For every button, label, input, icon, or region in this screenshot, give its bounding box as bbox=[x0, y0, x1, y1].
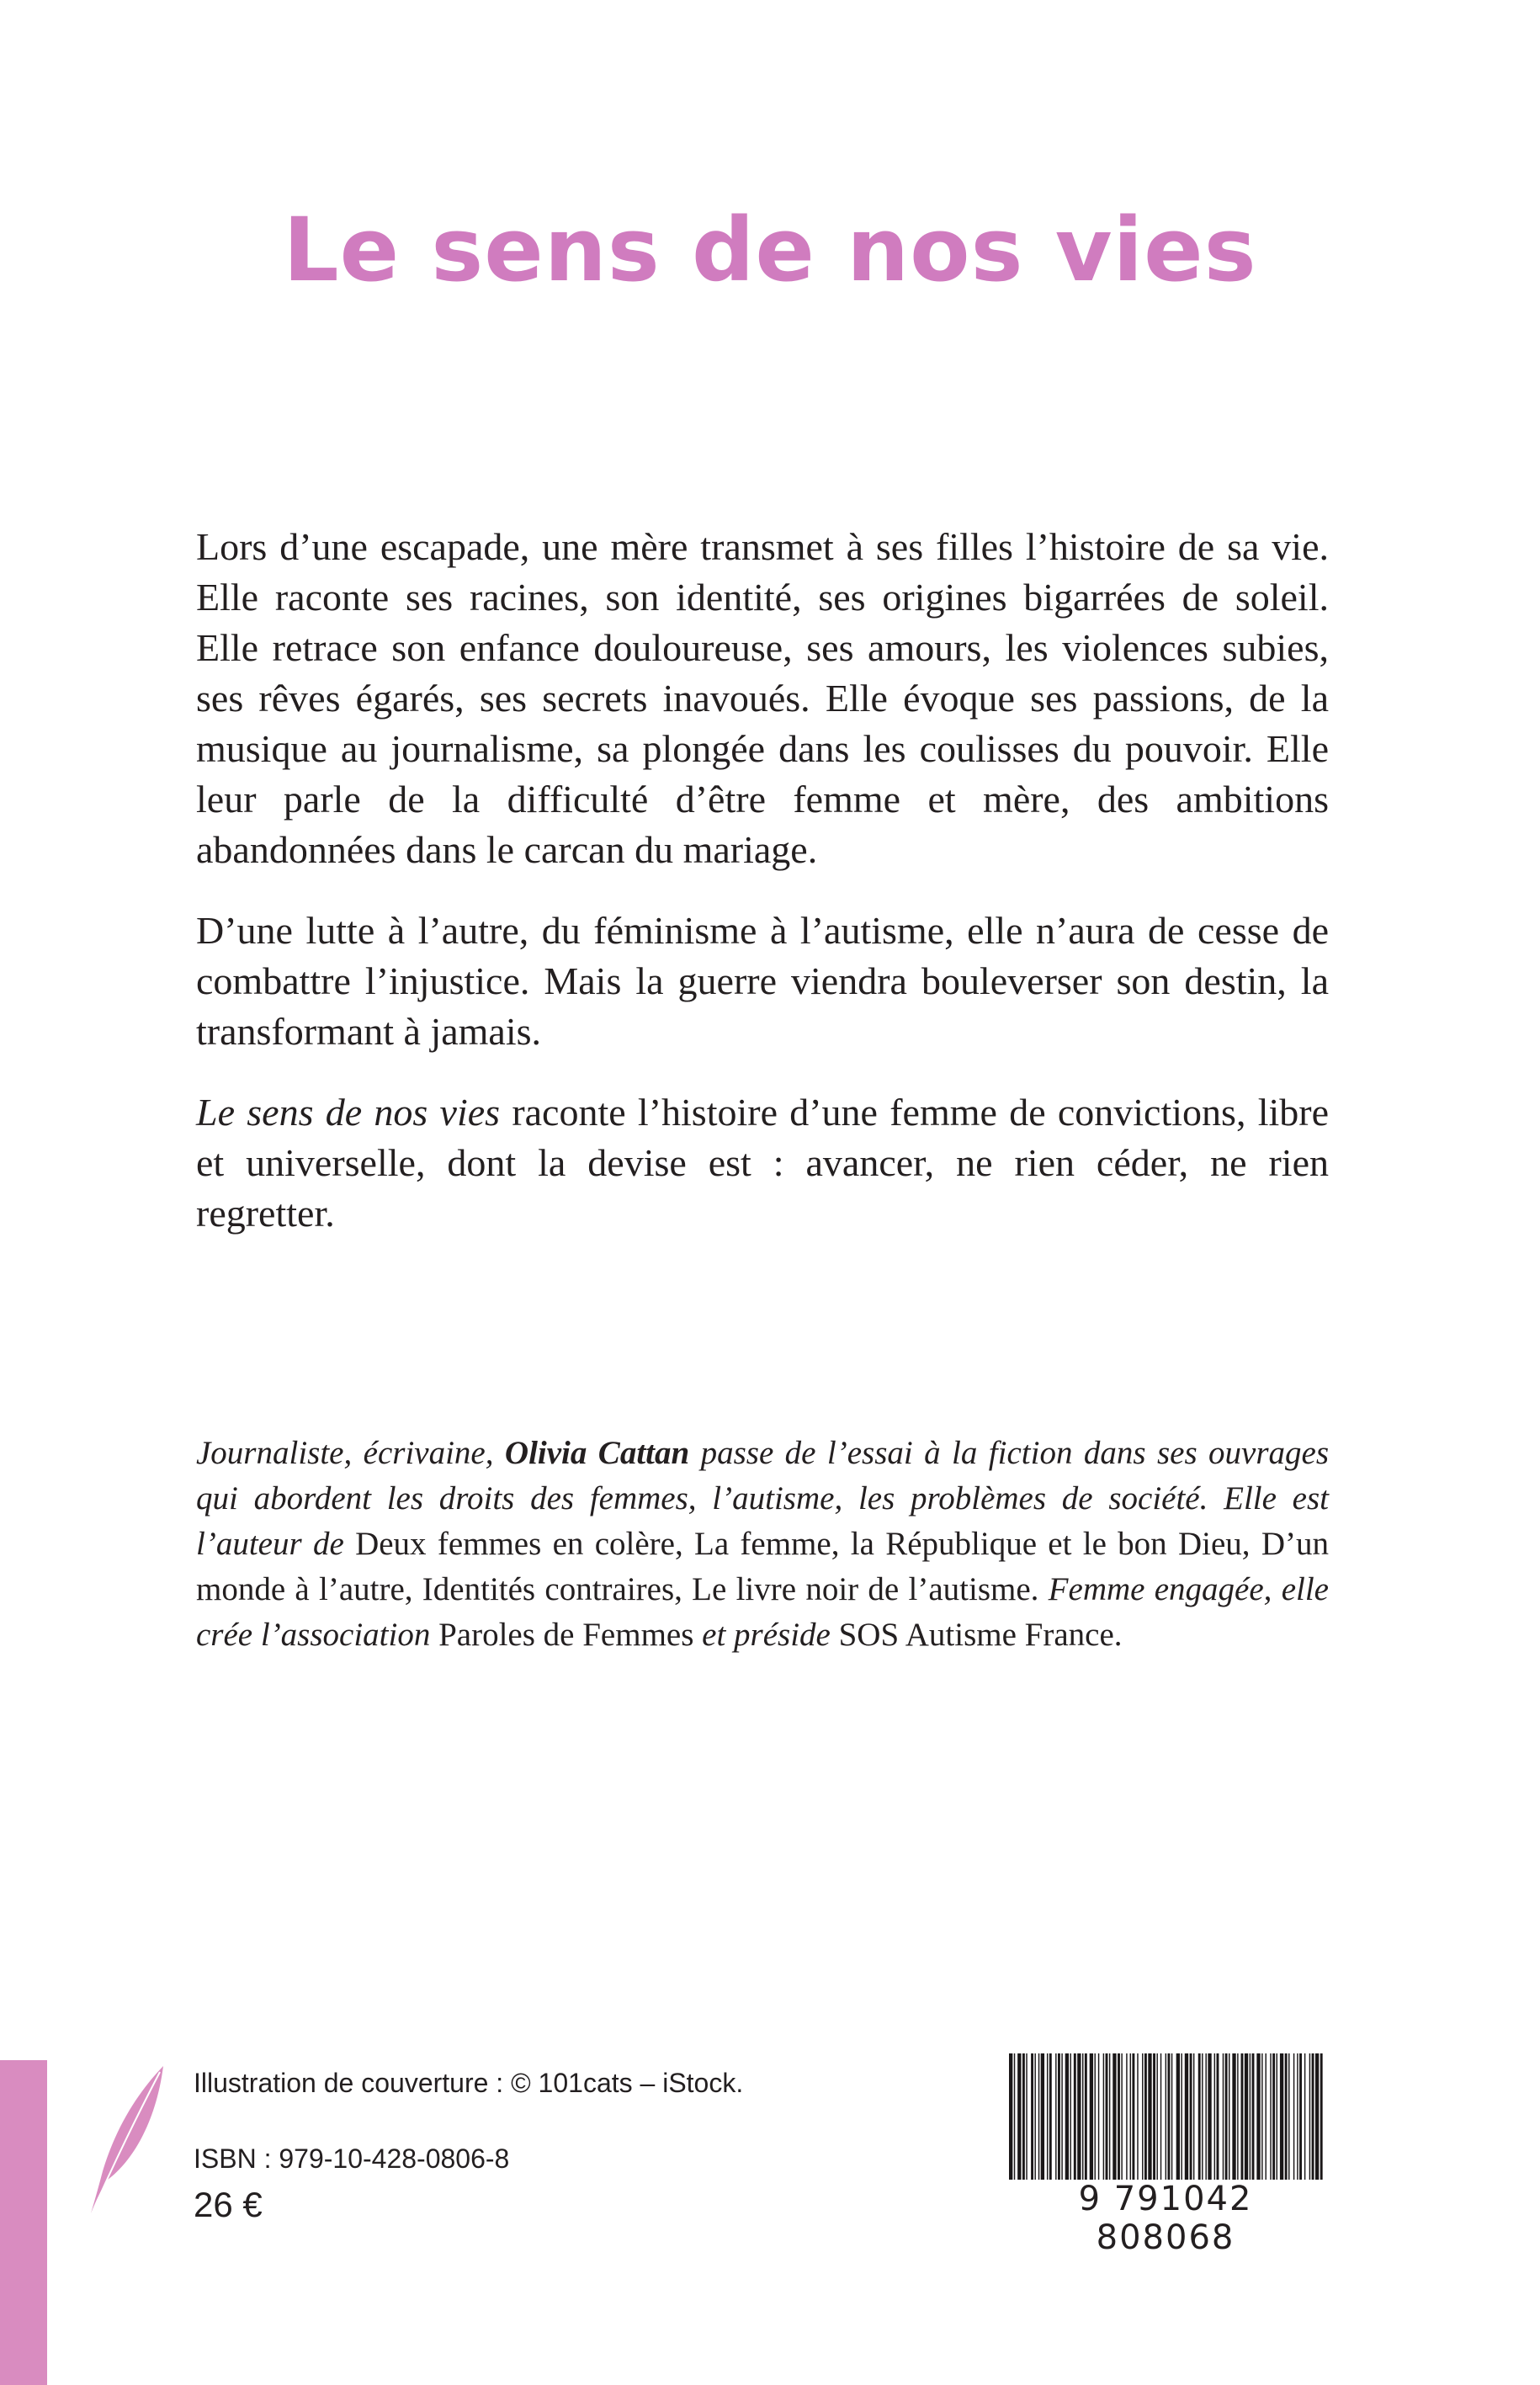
bio-presides: et préside bbox=[693, 1617, 839, 1653]
blurb-paragraph-1: Lors d’une escapade, une mère transmet à ses filles l’histoire de sa vie. Elle raconte ses racines, son identité, ses origines bigarrées de soleil. Elle retrace son enfance douloureuse, ses amours, les violences subies, ses rêves égarés, ses secrets inavoués. Elle évoque ses passions, de la musique au journalisme, sa plongée dans les coulisses du pouvoir. Elle leur parle de la difficulté d’être femme et mère, des ambitions abandonnées dans le carcan du mariage. bbox=[196, 525, 1329, 871]
isbn: ISBN : 979-10-428-0806-8 bbox=[194, 2143, 510, 2174]
blurb-book-title: Le sens de nos vies bbox=[196, 1091, 501, 1134]
bio-organization: SOS Autisme France. bbox=[838, 1617, 1123, 1653]
feather-icon bbox=[84, 2062, 168, 2218]
publisher-color-band bbox=[0, 2060, 47, 2385]
bio-intro: Journaliste, écrivaine, bbox=[196, 1435, 505, 1471]
price: 26 € bbox=[194, 2185, 263, 2224]
author-name: Olivia Cattan bbox=[504, 1435, 690, 1471]
credits-block bbox=[194, 2066, 743, 2226]
bio-description: passe de l’essai à la fiction dans ses ouvrages qui abordent les droits des femmes, l’autisme, les problèmes de société. Elle est l’auteur de bbox=[196, 1435, 1330, 1562]
bio-association: Paroles de Femmes bbox=[438, 1617, 694, 1653]
bio-engagement: Femme engagée, elle crée l’association bbox=[196, 1571, 1329, 1653]
book-title: Le sens de nos vies bbox=[283, 199, 1257, 301]
author-bio bbox=[196, 1431, 1329, 1658]
blurb-paragraph-3 bbox=[196, 1087, 1329, 1239]
barcode-number: 9 791042 808068 bbox=[1006, 2180, 1325, 2257]
blurb-paragraph-3-text: raconte l’histoire d’une femme de convictions, libre et universelle, dont la devise est : avancer, ne rien céder, ne rien regretter. bbox=[196, 1091, 1329, 1235]
bio-works: Deux femmes en colère, La femme, la République et le bon Dieu, D’un monde à l’autre, Identités contraires, Le livre noir de l’autisme. bbox=[196, 1526, 1329, 1607]
back-cover-blurb bbox=[196, 522, 1329, 1239]
blurb-paragraph-2: D’une lutte à l’autre, du féminisme à l’autisme, elle n’aura de cesse de combattre l’injustice. Mais la guerre viendra bouleverser son destin, la transformant à jamais. bbox=[196, 909, 1329, 1053]
illustration-credit: Illustration de couverture : © 101cats – iStock. bbox=[194, 2068, 744, 2098]
